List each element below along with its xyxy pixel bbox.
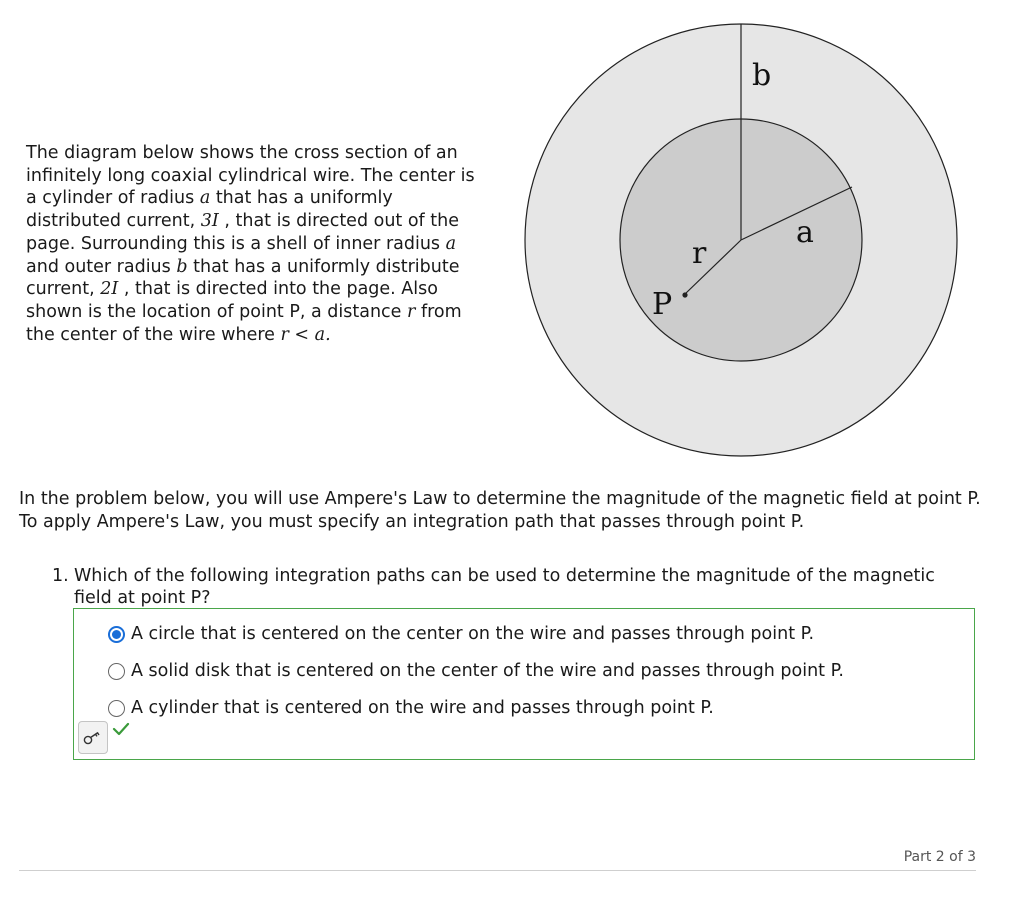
label-r: r bbox=[692, 236, 707, 271]
radio-selected[interactable] bbox=[108, 626, 125, 643]
intro-text-6: , that is directed into the page. Also shown is the location of point P, a distance bbox=[26, 279, 438, 322]
label-p: P bbox=[652, 287, 673, 322]
footer-divider bbox=[19, 870, 976, 871]
math-outer-radius-b: b bbox=[176, 256, 188, 277]
question-number: 1. bbox=[52, 566, 69, 586]
coaxial-wire-diagram bbox=[524, 22, 958, 458]
option-circle[interactable] bbox=[108, 624, 814, 644]
intro-text-1: The diagram below shows the cross section of an infinitely long coaxial cylindrical wire. The center is a cylinder of radius bbox=[26, 143, 475, 209]
check-icon bbox=[112, 721, 130, 740]
question-text-line1: Which of the following integration paths can be used to determine the magnitude of the magnetic bbox=[74, 566, 935, 586]
math-distance-r: r bbox=[407, 301, 416, 322]
instructions-text: In the problem below, you will use Ampere's Law to determine the magnitude of the magnetic field at point P. To apply Ampere's Law, you must specify an integration path that passes through point P. bbox=[19, 489, 981, 532]
math-inner-radius-a: a bbox=[445, 233, 457, 254]
option-label: A circle that is centered on the center on the wire and passes through point P. bbox=[131, 624, 815, 644]
answer-box bbox=[73, 608, 975, 760]
intro-text-4: and outer radius bbox=[26, 256, 177, 277]
intro-text-2: that has a uniformly distributed current, bbox=[26, 188, 393, 232]
question-1 bbox=[52, 565, 972, 609]
option-cylinder[interactable] bbox=[108, 698, 714, 718]
radio-unselected[interactable] bbox=[108, 700, 125, 717]
intro-text-5: that has a uniformly distribute current, bbox=[26, 256, 460, 300]
math-current-2i: 2I bbox=[100, 279, 119, 300]
label-b: b bbox=[752, 58, 772, 93]
option-label: A cylinder that is centered on the wire and passes through point P. bbox=[131, 698, 714, 718]
part-indicator: Part 2 of 3 bbox=[903, 849, 976, 865]
option-label: A solid disk that is centered on the center of the wire and passes through point P. bbox=[131, 661, 844, 681]
key-button[interactable] bbox=[78, 721, 108, 754]
intro-text-7: from the center of the wire where bbox=[26, 301, 462, 345]
math-r-less-than-a: r < a. bbox=[280, 324, 331, 345]
label-a: a bbox=[796, 215, 814, 250]
diagram-svg bbox=[524, 22, 958, 458]
radio-unselected[interactable] bbox=[108, 663, 125, 680]
math-current-3i: 3I bbox=[200, 211, 219, 232]
option-solid-disk[interactable] bbox=[108, 661, 844, 681]
intro-text-3: , that is directed out of the page. Surrounding this is a shell of inner radius bbox=[26, 211, 459, 254]
question-text-line2: field at point P? bbox=[74, 588, 211, 608]
problem-description bbox=[26, 142, 488, 346]
math-radius-a: a bbox=[199, 188, 211, 209]
key-icon bbox=[83, 731, 103, 745]
point-p-dot bbox=[682, 292, 687, 297]
